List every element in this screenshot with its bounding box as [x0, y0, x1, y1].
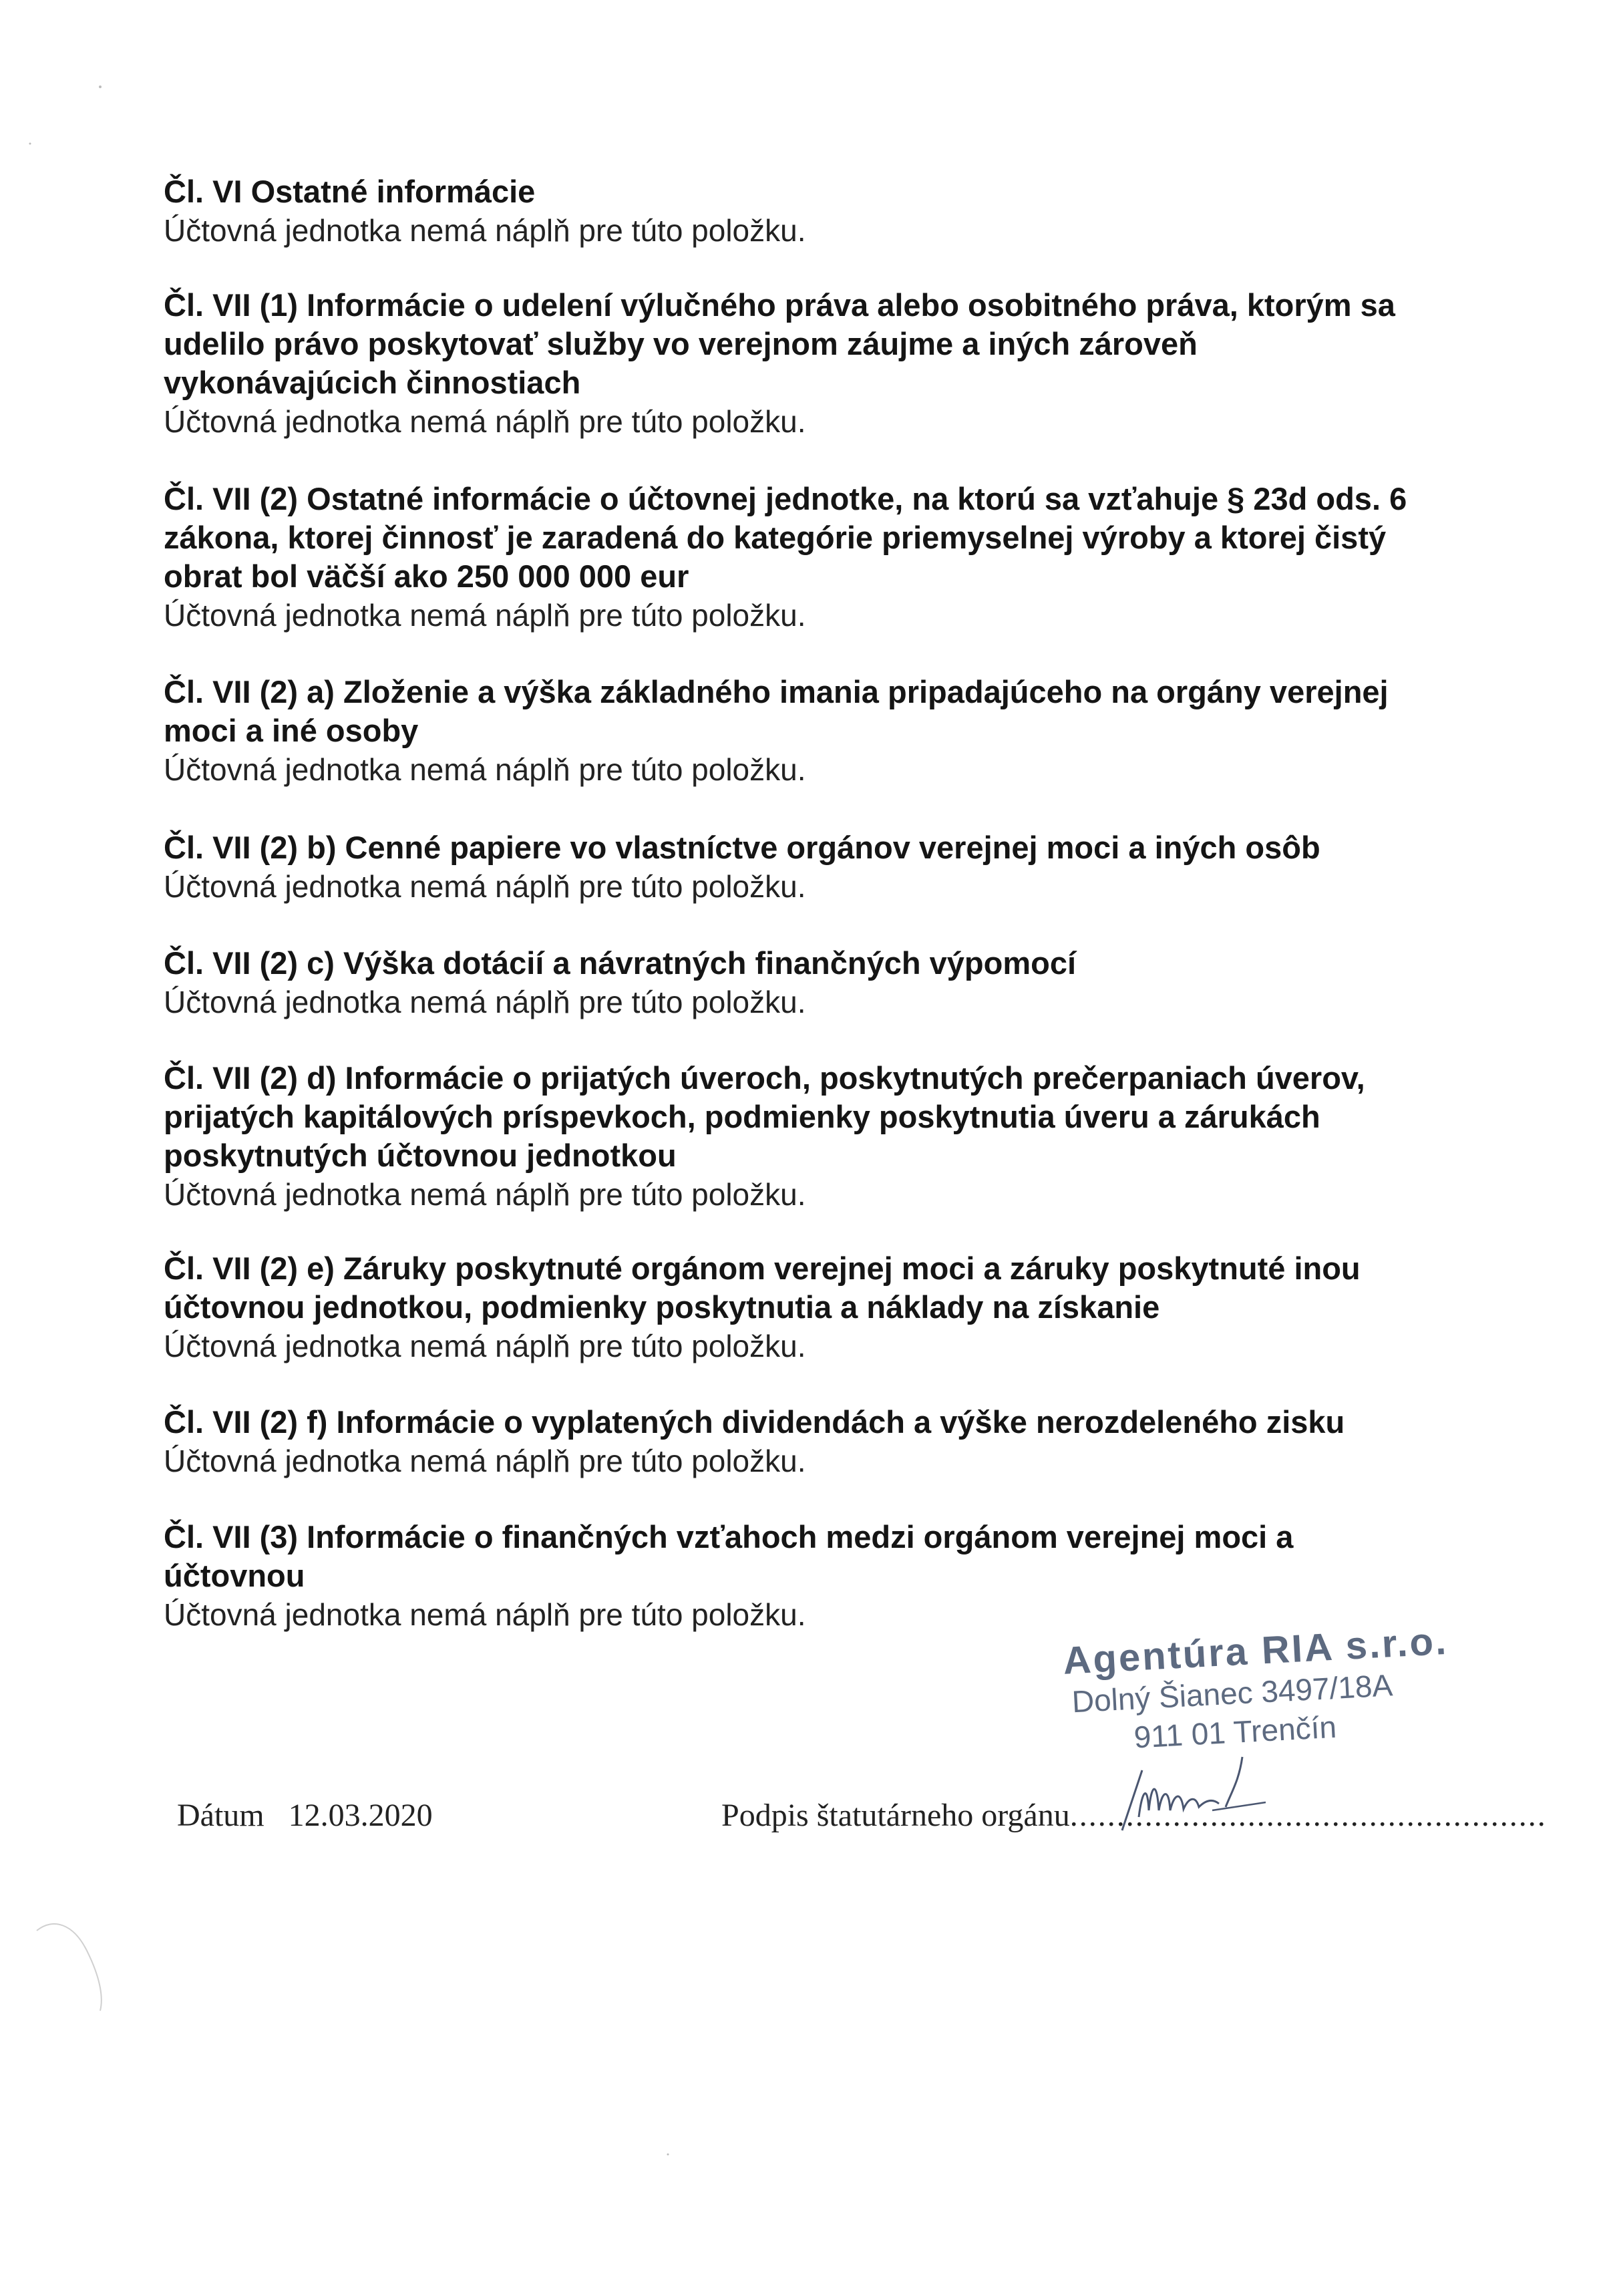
- section-body: Účtovná jednotka nemá náplň pre túto položku.: [164, 1444, 806, 1478]
- section-body: Účtovná jednotka nemá náplň pre túto položku.: [164, 1329, 806, 1363]
- section-body: Účtovná jednotka nemá náplň pre túto položku.: [164, 598, 806, 633]
- section-heading: Čl. VII (1) Informácie o udelení výlučného práva alebo osobitného práva, ktorým sa udelilo právo poskytovať služby vo verejnom záujme a iných zároveň vykonávajúcich činnostiach: [164, 287, 1395, 400]
- section-cl-vii-1: [164, 286, 1433, 441]
- section-body: Účtovná jednotka nemá náplň pre túto položku.: [164, 1177, 806, 1212]
- date-field: [177, 1797, 433, 1834]
- date-value: 12.03.2020: [288, 1798, 433, 1833]
- section-cl-vii-2d: [164, 1059, 1433, 1214]
- section-heading: Čl. VII (3) Informácie o finančných vzťahoch medzi orgánom verejnej moci a účtovnou: [164, 1519, 1294, 1593]
- section-body: Účtovná jednotka nemá náplň pre túto položku.: [164, 869, 806, 904]
- section-cl-vii-2e: [164, 1249, 1433, 1365]
- date-label: Dátum: [177, 1798, 264, 1833]
- section-body: Účtovná jednotka nemá náplň pre túto položku.: [164, 985, 806, 1019]
- section-heading: Čl. VII (2) d) Informácie o prijatých úveroch, poskytnutých prečerpaniach úverov, prijatých kapitálových príspevkoch, podmienky poskytnutia úveru a zárukách poskytnutých účtovnou jednotkou: [164, 1060, 1365, 1173]
- section-body: Účtovná jednotka nemá náplň pre túto položku.: [164, 213, 806, 248]
- section-heading: Čl. VII (2) f) Informácie o vyplatených dividendách a výške nerozdeleného zisku: [164, 1404, 1345, 1440]
- section-body: Účtovná jednotka nemá náplň pre túto položku.: [164, 404, 806, 439]
- signature-line: ...................................................: [1069, 1798, 1547, 1833]
- section-body: Účtovná jednotka nemá náplň pre túto položku.: [164, 1597, 806, 1632]
- stamp-city: 911 01 Trenčín: [1133, 1709, 1338, 1755]
- section-heading: Čl. VII (2) Ostatné informácie o účtovnej jednotke, na ktorú sa vzťahuje § 23d ods. 6 zákona, ktorej činnosť je zaradená do kategórie priemyselnej výroby a ktorej čistý obrat bol väčší ako 250 000 000 eur: [164, 481, 1407, 594]
- section-heading: Čl. VI Ostatné informácie: [164, 174, 536, 209]
- section-heading: Čl. VII (2) c) Výška dotácií a návratných finančných výpomocí: [164, 945, 1077, 981]
- section-cl-vii-2b: [164, 828, 1433, 906]
- stamp-company-name: Agentúra RIA s.r.o.: [1061, 1619, 1449, 1683]
- section-heading: Čl. VII (2) e) Záruky poskytnuté orgánom verejnej moci a záruky poskytnuté inou účtovnou jednotkou, podmienky poskytnutia a náklady na získanie: [164, 1251, 1361, 1325]
- handwritten-signature: [1095, 1744, 1296, 1837]
- section-heading: Čl. VII (2) b) Cenné papiere vo vlastníctve orgánov verejnej moci a iných osôb: [164, 830, 1320, 865]
- company-stamp: [1061, 1619, 1449, 1760]
- section-cl-vii-2a: [164, 673, 1433, 789]
- signature-label: Podpis štatutárneho orgánu: [721, 1798, 1070, 1833]
- section-heading: Čl. VII (2) a) Zloženie a výška základného imania pripadajúceho na orgány verejnej moci a iné osoby: [164, 674, 1389, 748]
- section-cl-vii-2f: [164, 1403, 1433, 1480]
- section-cl-vii-3: [164, 1518, 1433, 1634]
- section-body: Účtovná jednotka nemá náplň pre túto položku.: [164, 752, 806, 787]
- section-cl-vii-2: [164, 480, 1433, 635]
- stamp-address: Dolný Šianec 3497/18A: [1071, 1667, 1394, 1719]
- section-cl-vi: [164, 172, 1433, 250]
- section-cl-vii-2c: [164, 944, 1433, 1021]
